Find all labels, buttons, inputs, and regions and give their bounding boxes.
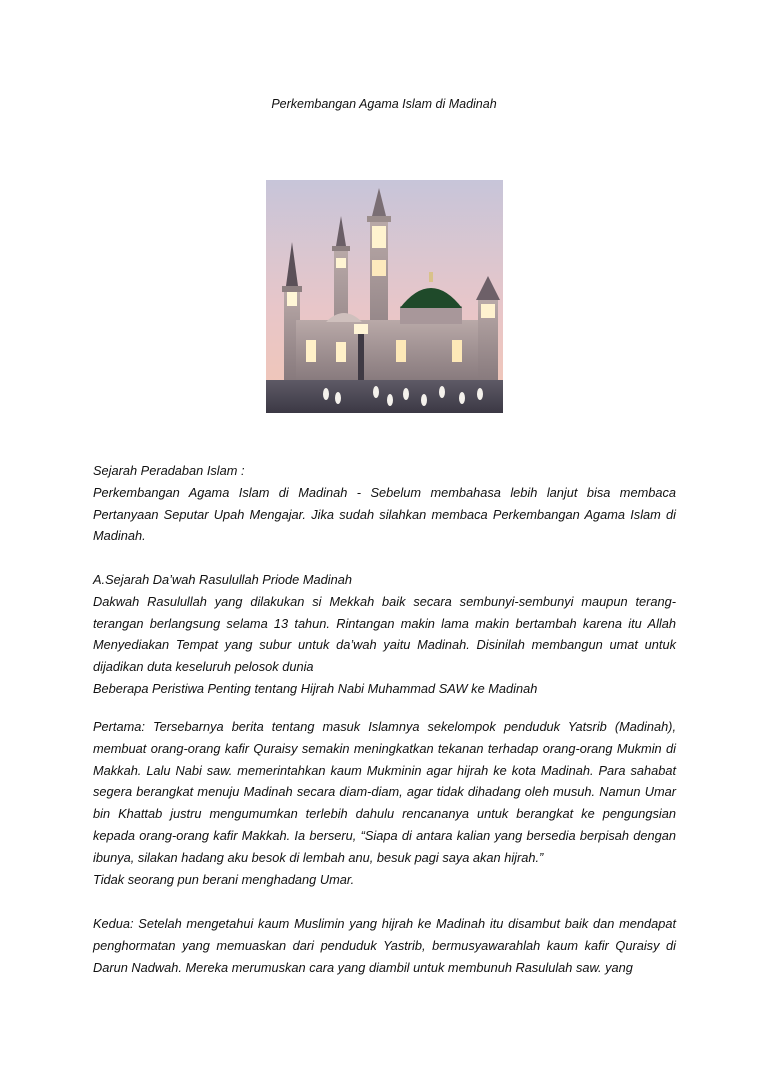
pertama-last-line: Tidak seorang pun berani menghadang Umar. — [93, 871, 355, 887]
intro-paragraph: Perkembangan Agama Islam di Madinah - Sebelum membahasa lebih lanjut bisa membaca Pertanyaan Seputar Upah Mengajar. Jika sudah silahkan membaca Perkembangan Agama Islam di Madinah. — [93, 484, 676, 544]
mosque-illustration — [266, 180, 503, 413]
intro-section — [93, 460, 676, 547]
intro-heading: Sejarah Peradaban Islam : — [93, 463, 245, 478]
page-title: Perkembangan Agama Islam di Madinah — [271, 97, 497, 111]
pertama-section — [93, 716, 676, 890]
kedua-paragraph: Kedua: Setelah mengetahui kaum Muslimin yang hijrah ke Madinah itu disambut baik dan mendapat penghormatan yang memuaskan dari penduduk Yastrib, bermusyawarahlah kaum kafir Quraisy di Darun Nadwah. Mereka merumuskan cara yang diambil untuk membunuh Rasululah saw. yang — [93, 916, 676, 975]
section-a-subheading: Beberapa Peristiwa Penting tentang Hijrah Nabi Muhammad SAW ke Madinah — [93, 680, 538, 696]
mosque-photo — [266, 180, 503, 413]
section-a — [93, 569, 676, 700]
section-a-paragraph: Dakwah Rasulullah yang dilakukan si Mekkah baik secara sembunyi-sembunyi maupun terang-terangan berlangsung selama 13 tahun. Rintangan makin lama makin bertambah karena itu Allah Menyediakan Tempat yang subur untuk da’wah yaitu Madinah. Disinilah membangun umat untuk dijadikan duta keseluruh pelosok dunia — [93, 593, 676, 675]
section-a-heading: A.Sejarah Da’wah Rasulullah Priode Madinah — [93, 572, 352, 587]
kedua-section — [93, 913, 676, 978]
pertama-paragraph: Pertama: Tersebarnya berita tentang masuk Islamnya sekelompok penduduk Yatsrib (Madinah), membuat orang-orang kafir Quraisy semakin meningkatkan tekanan terhadap orang-orang Mukmin di Makkah. Lalu Nabi saw. memerintahkan kaum Mukminin agar hijrah ke kota Madinah. Para sahabat segera berangkat menuju Madinah secara diam-diam, agar tidak dihadang oleh musuh. Namun Umar bin Khattab justru mengumumkan terlebih dahulu rencananya untuk berangkat ke pengungsian kepada orang-orang kafir Makkah. Ia berseru, “Siapa di antara kalian yang bersedia berpisah dengan ibunya, silakan hadang aku besok di lembah anu, besuk pagi saya akan hijrah.” — [93, 719, 676, 865]
